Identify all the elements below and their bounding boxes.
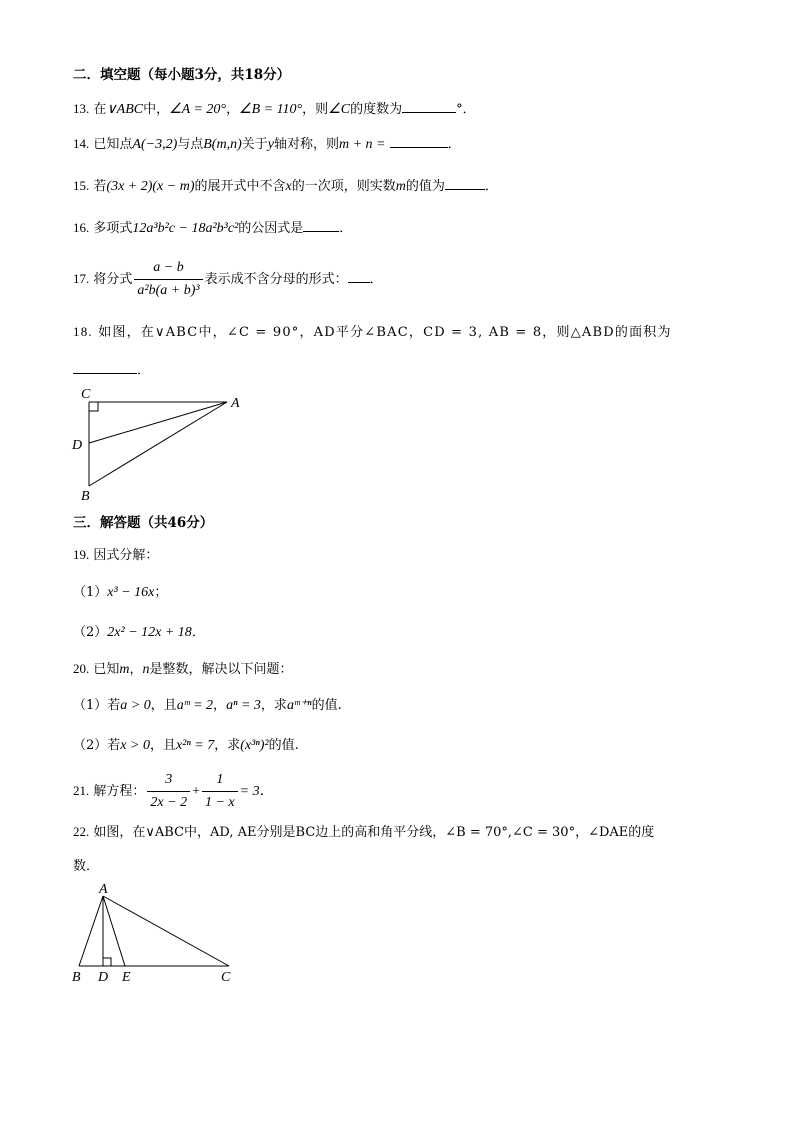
q19-p1-expression: x³ − 16x: [107, 585, 155, 600]
q21-plus: +: [192, 784, 200, 799]
q21-f1-denominator: 2x − 2: [150, 795, 188, 810]
question-number: 20.: [73, 661, 90, 676]
answer-blank[interactable]: [348, 269, 370, 283]
q14-text-mid1: 与点: [177, 137, 204, 152]
q15-end: ．: [484, 179, 498, 194]
q20-p1-target: aᵐ⁺ⁿ: [286, 698, 312, 713]
q21-fraction-1: [147, 770, 190, 813]
label-d: D: [98, 970, 109, 985]
answer-blank[interactable]: [73, 360, 137, 374]
q19-p2-end: ．: [191, 625, 205, 640]
q15-text-mid1: 的展开式中不含: [194, 179, 286, 194]
q20-p1-end: 的值.: [311, 698, 342, 713]
question-number: 18.: [73, 324, 93, 339]
label-c: C: [221, 970, 231, 985]
q18-end: ．: [137, 363, 151, 378]
q15-m: m: [395, 179, 406, 194]
q21-f2-numerator: 1: [202, 770, 238, 792]
q14-point-a: A(−3,2): [132, 137, 178, 152]
question-number: 17.: [73, 271, 90, 286]
q20-p1-sep: ，: [213, 698, 227, 713]
section-3-heading: [73, 514, 213, 532]
part-label: （1）若: [73, 698, 121, 713]
q15-text-pre: 若: [93, 179, 107, 194]
q14-text-mid2: 关于: [241, 137, 268, 152]
label-c: C: [81, 387, 91, 402]
q17-end: ．: [369, 272, 383, 287]
q16-text-post: 的公因式是: [238, 221, 304, 236]
q17-denominator: a²b(a + b)³: [137, 283, 200, 298]
q20-p2-end: 的值.: [268, 738, 299, 753]
q13-sep: ，: [226, 102, 240, 117]
q13-text-pre: 在: [93, 102, 107, 117]
q19-text: 因式分解：: [93, 548, 159, 563]
q20-p2-condition: x > 0: [120, 738, 150, 753]
q22-text-line-1: 如图，在∨ABC中，AD, AE分别是BC边上的高和角平分线，∠B = 70°,∠C = 30°，∠DAE的度: [93, 825, 655, 840]
q15-text-post: 的值为: [405, 179, 445, 194]
answer-blank[interactable]: [390, 134, 448, 148]
figure-18-triangle: [65, 380, 255, 505]
q13-degree: °．: [456, 102, 476, 117]
question-number: 19.: [73, 547, 90, 562]
part-label: （2）: [73, 625, 108, 640]
q20-m: m: [119, 662, 130, 677]
q20-text-post: 是整数，解决以下问题：: [149, 662, 293, 677]
label-d: D: [72, 438, 83, 453]
question-18: [73, 323, 672, 342]
question-18-continuation: [73, 360, 150, 380]
q21-text-pre: 解方程：: [93, 784, 146, 799]
q13-text-mid2: ，则: [302, 102, 329, 117]
q17-text-pre: 将分式: [93, 272, 133, 287]
q21-f2-denominator: 1 − x: [204, 795, 235, 810]
q13-angle-b: ∠B = 110°: [239, 102, 303, 117]
question-19-part-1: [73, 584, 167, 602]
q17-numerator: a − b: [134, 258, 202, 280]
q15-text-mid2: 的一次项，则实数: [291, 179, 396, 194]
question-19-part-2: [73, 624, 205, 642]
q20-p1-condition: a > 0: [120, 698, 151, 713]
question-number: 21.: [73, 783, 90, 798]
q13-angle-c: ∠C: [328, 102, 351, 117]
question-number: 13.: [73, 101, 90, 116]
question-14: [73, 134, 461, 154]
q21-rhs: = 3．: [239, 784, 274, 799]
q14-text-mid3: 轴对称，则: [273, 137, 339, 152]
segment-ab: [79, 896, 103, 966]
q20-p2-target: (x³ⁿ)²: [240, 738, 269, 753]
part-label: （2）若: [73, 738, 121, 753]
segment-da: [89, 402, 227, 443]
right-angle-marker: [103, 958, 111, 966]
question-20-part-1: [73, 697, 342, 715]
q19-p2-expression: 2x² − 12x + 18: [107, 625, 192, 640]
question-22: [73, 823, 654, 842]
section-3-title: 三．解答题（共46分）: [73, 515, 214, 531]
q15-expression: (3x + 2)(x − m): [106, 179, 195, 194]
q20-p2-mid: ，且: [149, 738, 176, 753]
q20-p2-ask: ，求: [214, 738, 241, 753]
q20-p1-mid: ，且: [150, 698, 177, 713]
q20-p1-equation-1: aᵐ = 2: [176, 698, 214, 713]
label-b: B: [81, 489, 90, 504]
answer-blank[interactable]: [303, 218, 339, 232]
q13-triangle: ∨ABC: [106, 102, 144, 117]
question-number: 14.: [73, 136, 90, 151]
question-15: [73, 176, 498, 196]
question-20-part-2: [73, 737, 299, 755]
question-number: 15.: [73, 178, 90, 193]
q17-text-post: 表示成不含分母的形式：: [204, 272, 348, 287]
q20-p2-equation: x²ⁿ = 7: [175, 738, 215, 753]
question-22-line-2: [73, 858, 99, 876]
q18-text: 如图，在∨ABC中，∠C = 90°，AD平分∠BAC，CD = 3, AB = 8，则△ABD的面积为: [98, 325, 672, 340]
q14-y-axis: y: [267, 137, 274, 152]
answer-blank[interactable]: [445, 176, 485, 190]
section-2-heading: [73, 66, 290, 84]
q20-text-pre: 已知: [93, 662, 120, 677]
q16-end: ．: [339, 221, 353, 236]
q15-x: x: [285, 179, 292, 194]
figure-22-triangle: [65, 880, 245, 990]
question-number: 22.: [73, 824, 90, 839]
question-17: [73, 258, 383, 301]
answer-blank[interactable]: [402, 99, 456, 113]
q13-text-post: 的度数为: [350, 102, 403, 117]
label-a: A: [99, 882, 108, 897]
q16-expression: 12a³b²c − 18a²b³c²: [132, 221, 239, 236]
q22-text-line-2: 数．: [73, 859, 100, 874]
right-angle-marker: [89, 402, 98, 411]
q14-point-b: B(m,n): [203, 137, 242, 152]
question-16: [73, 218, 352, 238]
question-number: 16.: [73, 220, 90, 235]
q14-text-pre: 已知点: [93, 137, 133, 152]
segment-ba: [89, 402, 227, 486]
section-2-title: 二．填空题（每小题3分，共18分）: [73, 67, 291, 83]
q21-fraction-2: [202, 770, 238, 813]
q20-n: n: [142, 662, 150, 677]
q19-p1-end: ；: [154, 585, 168, 600]
q14-expression: m + n =: [339, 137, 386, 152]
part-label: （1）: [73, 585, 108, 600]
question-19: [73, 546, 158, 565]
q13-text-mid1: 中，: [143, 102, 170, 117]
q17-fraction: [134, 258, 202, 301]
q13-angle-a: ∠A = 20°: [169, 102, 227, 117]
q14-end: ．: [447, 137, 461, 152]
q20-p1-equation-2: aⁿ = 3: [226, 698, 261, 713]
q21-f1-numerator: 3: [147, 770, 190, 792]
label-a: A: [231, 396, 240, 411]
q16-text-pre: 多项式: [93, 221, 133, 236]
label-e: E: [122, 970, 131, 985]
question-13: [73, 99, 476, 119]
question-21: [73, 770, 274, 813]
q20-sep: ，: [129, 662, 143, 677]
question-20: [73, 660, 293, 679]
q20-p1-ask: ，求: [260, 698, 287, 713]
label-b: B: [72, 970, 81, 985]
